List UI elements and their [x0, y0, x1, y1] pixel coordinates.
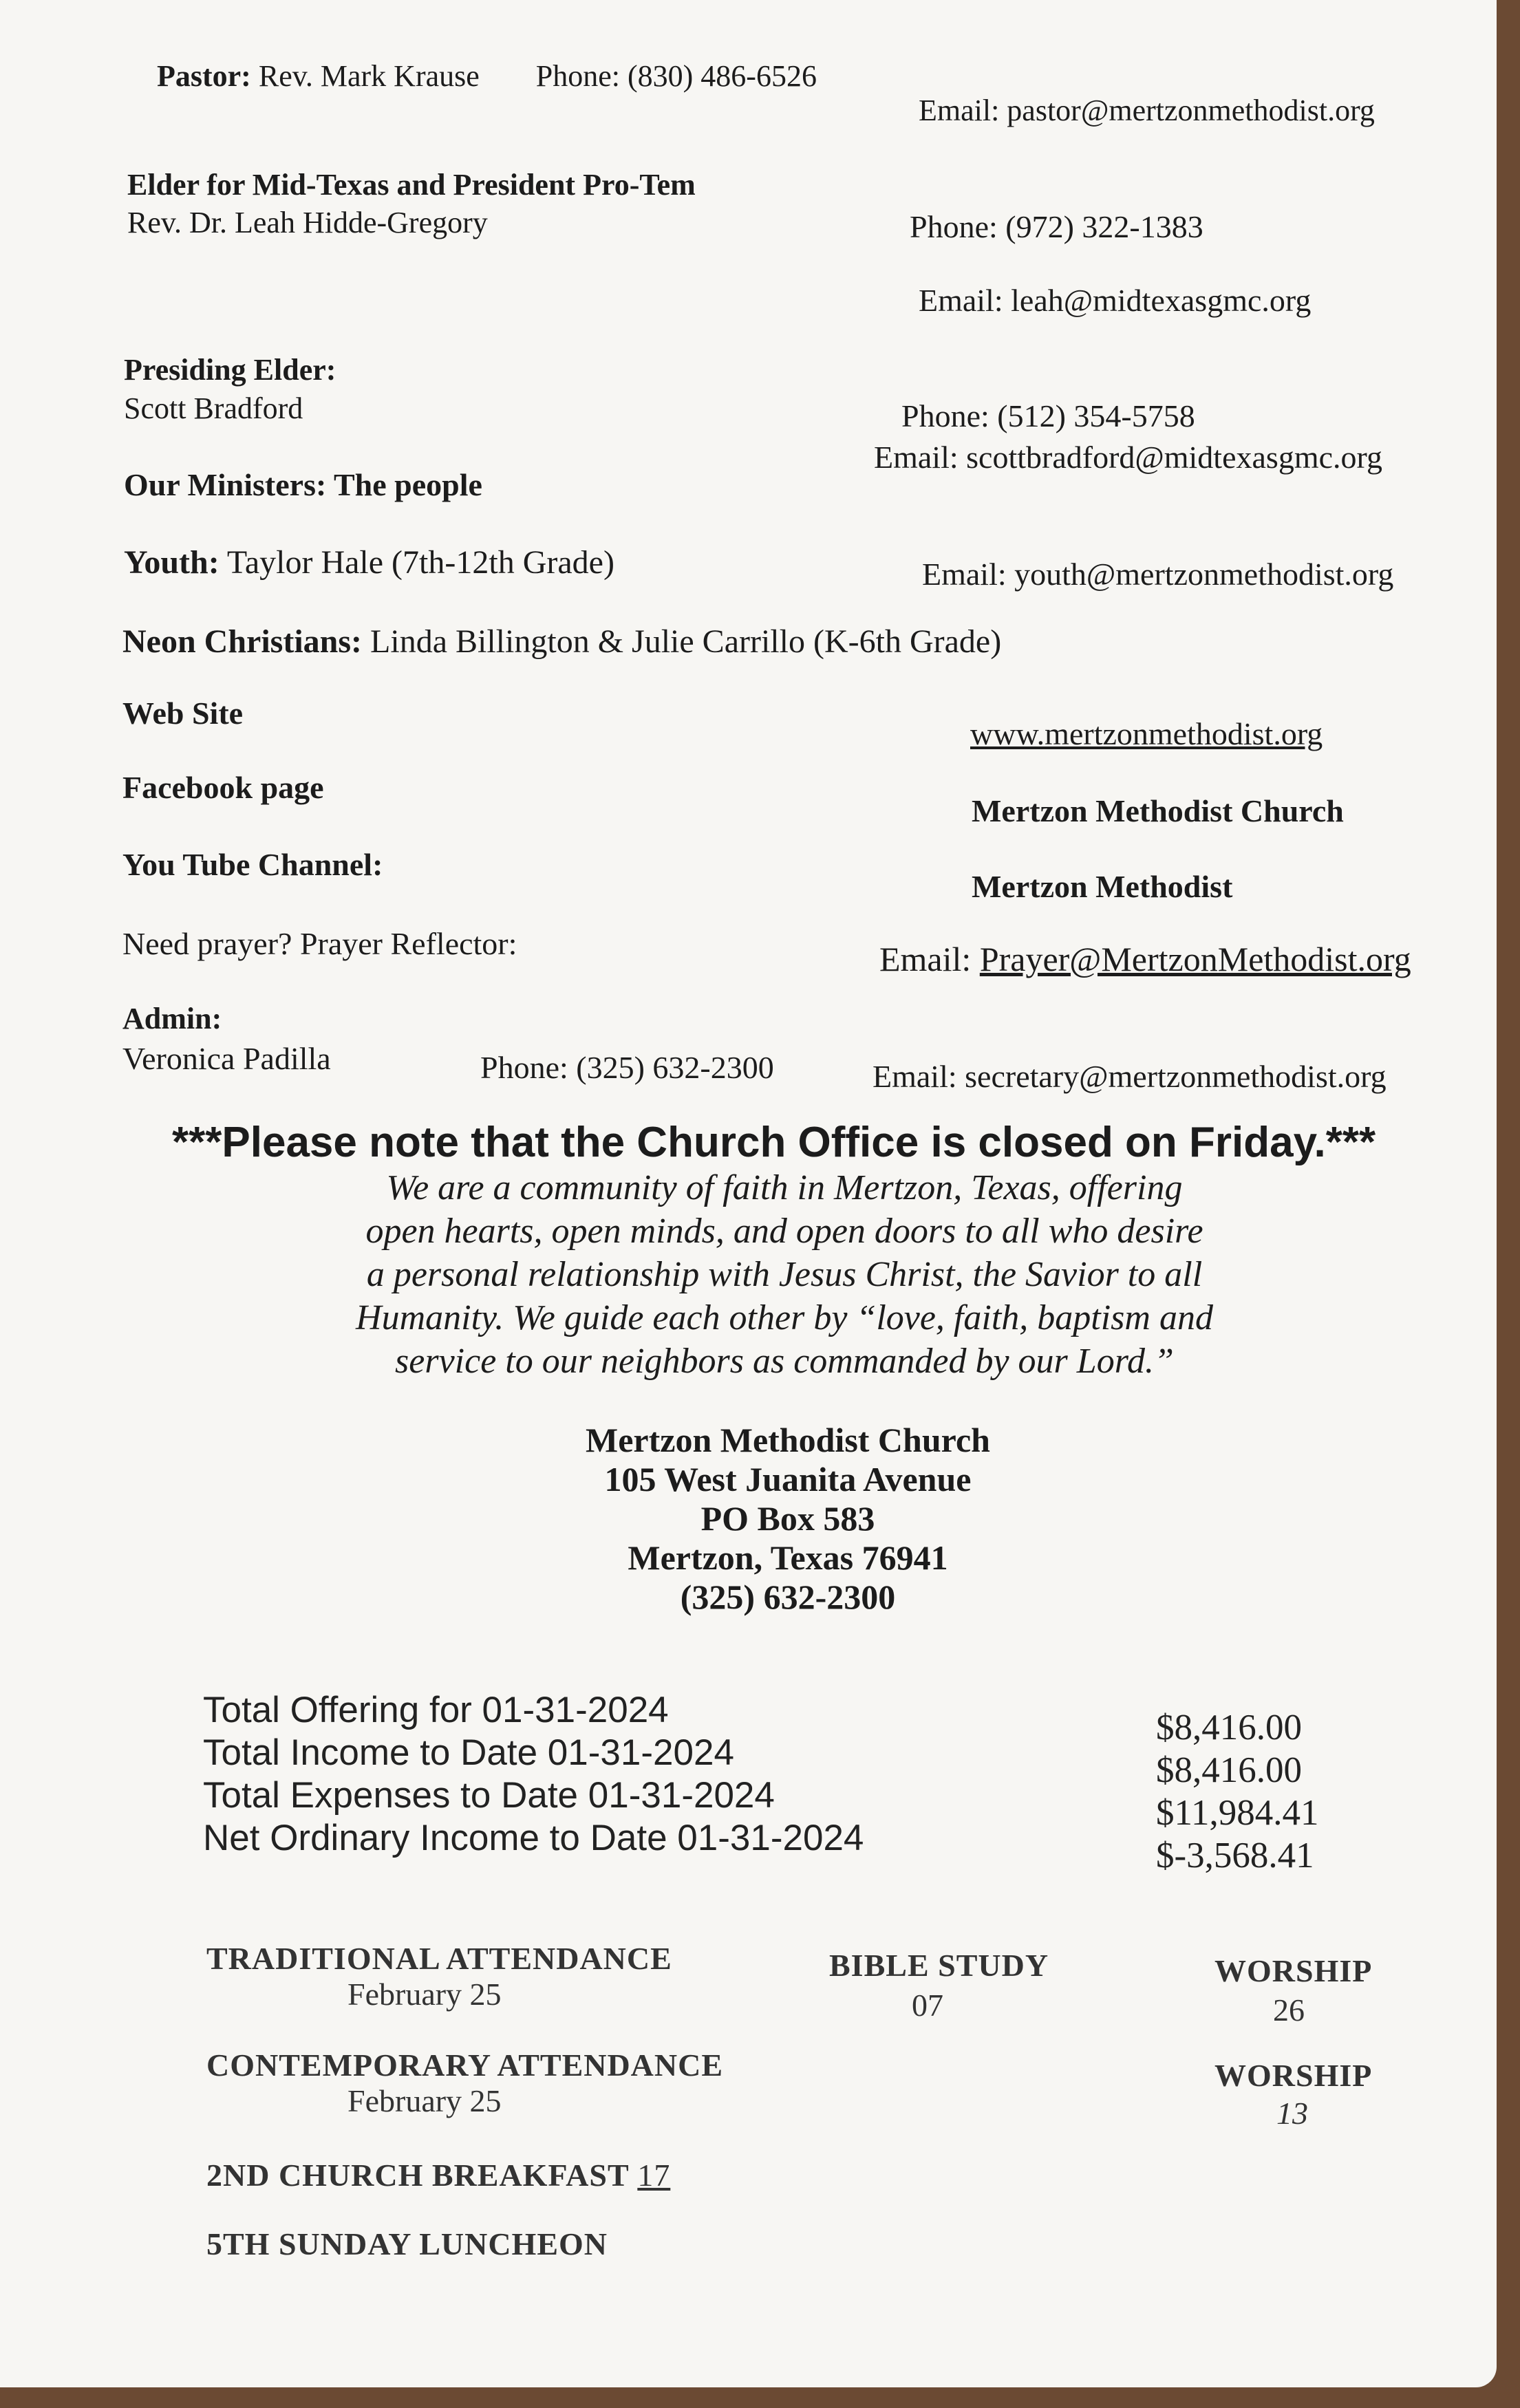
city-state-zip: Mertzon, Texas 76941 [628, 1538, 948, 1577]
finance-label: Net Ordinary Income to Date 01-31-2024 [203, 1818, 864, 1858]
neon-christians-line [122, 623, 1001, 660]
elder-email[interactable]: Email: leah@midtexasgmc.org [919, 283, 1312, 318]
presiding-elder-phone: Phone: (512) 354-5758 [901, 398, 1195, 433]
admin-phone: Phone: (325) 632-2300 [480, 1050, 774, 1085]
contemporary-worship-value: 13 [1276, 2096, 1308, 2131]
elder-phone: Phone: (972) 322-1383 [910, 209, 1203, 244]
website-label: Web Site [122, 696, 244, 731]
po-box: PO Box 583 [700, 1499, 875, 1538]
contemporary-worship-label: WORSHIP [1214, 2058, 1373, 2093]
website-link[interactable]: www.mertzonmethodist.org [970, 716, 1323, 751]
pastor-phone: Phone: (830) 486-6526 [535, 59, 817, 93]
finance-label: Total Income to Date 01-31-2024 [203, 1732, 734, 1773]
finance-labels [203, 1689, 864, 1860]
presiding-elder-email[interactable]: Email: scottbradford@midtexasgmc.org [874, 440, 1383, 475]
breakfast-label: 2ND CHURCH BREAKFAST [206, 2158, 629, 2193]
prayer-email-label: Email: [879, 940, 980, 978]
admin-name: Veronica Padilla [122, 1041, 331, 1076]
finance-label: Total Expenses to Date 01-31-2024 [203, 1775, 775, 1816]
bible-study-value: 07 [912, 1988, 943, 2023]
finance-value: $8,416.00 [1156, 1708, 1302, 1748]
mission-statement [289, 1166, 1280, 1383]
contemporary-date: February 25 [347, 2083, 502, 2118]
admin-email[interactable]: Email: secretary@mertzonmethodist.org [873, 1059, 1387, 1094]
luncheon-label: 5TH SUNDAY LUNCHEON [206, 2226, 608, 2261]
pastor-email[interactable]: Email: pastor@mertzonmethodist.org [919, 94, 1375, 127]
traditional-attendance-label: TRADITIONAL ATTENDANCE [206, 1941, 672, 1976]
youth-name: Taylor Hale (7th-12th Grade) [226, 544, 614, 581]
facebook-value[interactable]: Mertzon Methodist Church [972, 793, 1344, 828]
breakfast-line [206, 2157, 670, 2193]
office-closed-notice: ***Please note that the Church Office is closed on Friday.*** [172, 1119, 1376, 1166]
pastor-name: Rev. Mark Krause [258, 59, 480, 93]
prayer-email[interactable]: Prayer@MertzonMethodist.org [979, 940, 1411, 978]
bible-study-label: BIBLE STUDY [829, 1948, 1049, 1983]
presiding-elder-name: Scott Bradford [124, 391, 303, 425]
admin-label: Admin: [122, 1002, 222, 1035]
facebook-label: Facebook page [122, 770, 324, 805]
youtube-value[interactable]: Mertzon Methodist [972, 869, 1233, 904]
pastor-line [157, 58, 817, 94]
traditional-worship-value: 26 [1273, 1992, 1305, 2028]
contemporary-attendance-label: CONTEMPORARY ATTENDANCE [206, 2047, 724, 2083]
youth-label: Youth: [124, 544, 220, 581]
finance-values [1156, 1706, 1319, 1877]
mission-line: service to our neighbors as commanded by our Lord.” [395, 1342, 1174, 1381]
presiding-elder-label: Presiding Elder: [124, 353, 336, 387]
elder-name: Rev. Dr. Leah Hidde-Gregory [127, 206, 488, 239]
youtube-label: You Tube Channel: [122, 847, 383, 882]
finance-value: $-3,568.41 [1156, 1836, 1314, 1875]
neon-name: Linda Billington & Julie Carrillo (K-6th Grade) [370, 623, 1002, 660]
church-address [502, 1421, 1073, 1617]
neon-label: Neon Christians: [122, 623, 363, 660]
mission-line: a personal relationship with Jesus Christ, the Savior to all [366, 1255, 1203, 1294]
mission-line: We are a community of faith in Mertzon, Texas, offering [386, 1168, 1183, 1207]
ministers-line: Our Ministers: The people [124, 467, 482, 502]
finance-label: Total Offering for 01-31-2024 [203, 1690, 669, 1730]
prayer-email-line [879, 939, 1411, 979]
youth-line [124, 544, 614, 581]
youth-email[interactable]: Email: youth@mertzonmethodist.org [922, 557, 1394, 592]
finance-value: $8,416.00 [1156, 1750, 1302, 1790]
traditional-worship-label: WORSHIP [1214, 1953, 1373, 1988]
church-name: Mertzon Methodist Church [586, 1421, 990, 1459]
traditional-date: February 25 [347, 1977, 502, 2012]
church-phone: (325) 632-2300 [680, 1578, 896, 1616]
pastor-label: Pastor: [157, 59, 251, 93]
breakfast-value: 17 [637, 2158, 671, 2193]
finance-value: $11,984.41 [1156, 1793, 1319, 1833]
elder-label: Elder for Mid-Texas and President Pro-Tem [127, 168, 696, 202]
mission-line: Humanity. We guide each other by “love, faith, baptism and [356, 1298, 1213, 1337]
mission-line: open hearts, open minds, and open doors to all who desire [365, 1212, 1203, 1251]
street-address: 105 West Juanita Avenue [604, 1460, 972, 1498]
prayer-label: Need prayer? Prayer Reflector: [122, 926, 517, 961]
